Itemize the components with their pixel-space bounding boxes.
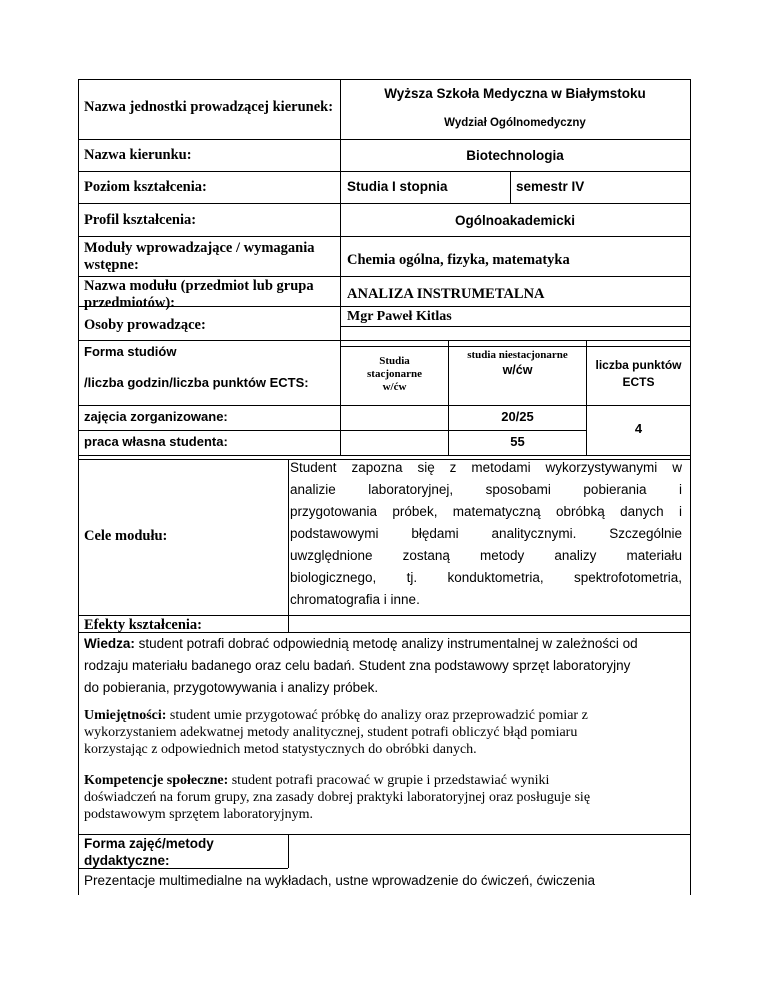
col-stationary-header [341,355,448,394]
prereq-label: Moduły wprowadzające / wymagania wstępne: [84,240,315,273]
col-ects-line1: liczba punktów [595,358,682,372]
column-divider [340,79,341,455]
row-divider [340,346,690,347]
knowledge-line: do pobierania, przygotowywania i analizy próbek. [84,680,379,695]
goals-line: Student zapozna się z metodami wykorzystywanymi w [290,460,682,475]
methods-label [84,835,214,869]
skills-label: Umiejętności: [84,708,167,723]
module-value: ANALIZA INSTRUMETALNA [347,286,545,302]
knowledge-paragraph [84,633,688,699]
col-parttime-line1: studia niestacjonarne [467,349,568,361]
table-border-left [78,79,79,895]
social-paragraph [84,772,688,823]
teachers-value: Mgr Paweł Kitlas [347,309,452,324]
goals-line: przygotowania próbek, matematyczną obróbką danych i [290,504,682,519]
module-label: Nazwa modułu (przedmiot lub grupa przedmiotów): [84,278,314,311]
table-border-top [78,79,690,80]
study-form-sublabel: /liczba godzin/liczba punktów ECTS: [84,375,309,390]
col-ects-header [587,357,690,391]
field-label: Nazwa kierunku: [84,147,192,163]
social-line: podstawowym sprzętem laboratoryjnym. [84,807,314,822]
prereq-value: Chemia ogólna, fizyka, matematyka [347,252,570,268]
col-ects-line2: ECTS [622,375,655,389]
selfwork-parttime-value: 55 [510,434,525,449]
ects-value: 4 [634,421,643,436]
goals-line: biologicznego, tj. konduktometria, spektrofotometria, [290,570,682,585]
row-divider [340,326,690,327]
skills-line: student umie przygotować próbkę do analizy oraz przeprowadzić pomiar z [166,708,588,723]
organized-parttime-value: 20/25 [501,409,534,424]
col-stationary-line2: stacjonarne [367,368,422,380]
faculty-name: Wydział Ogólnomedyczny [444,117,586,129]
row-divider [78,171,690,172]
row-divider [78,615,690,616]
goals-line: podstawowymi błędami analitycznymi. Szczególnie [290,526,682,541]
col-stationary-line1: Studia [379,355,410,367]
unit-label: Nazwa jednostki prowadzącej kierunek: [84,99,334,115]
social-label: Kompetencje społeczne: [84,773,229,788]
social-line: doświadczeń na forum grupy, zna zasady dobrej praktyki laboratoryjnej oraz posługuje się [84,790,591,805]
social-line: student potrafi pracować w grupie i przedstawiać wyniki [228,773,550,788]
goals-label: Cele modułu: [84,528,168,544]
skills-line: korzystając z odpowiednich metod statystycznych do obróbki danych. [84,742,477,757]
column-divider [288,459,289,632]
teachers-label: Osoby prowadzące: [84,317,206,333]
column-divider [288,834,289,868]
semester-value: semestr IV [516,179,585,194]
level-label: Poziom kształcenia: [84,179,207,195]
organized-label: zajęcia zorganizowane: [84,409,228,424]
col-parttime-line2: w/ćw [502,362,533,377]
row-divider [78,276,690,277]
goals-line: uwzględnione zostaną metody analizy materiału [290,548,682,563]
knowledge-label: Wiedza: [84,636,135,651]
row-divider [78,405,690,406]
selfwork-label: praca własna studenta: [84,434,228,449]
goals-line: chromatografia i inne. [290,592,420,607]
knowledge-line: rodzaju materiału badanego oraz celu badań. Student zna podstawowy sprzęt laboratoryjny [84,658,631,673]
skills-paragraph [84,707,688,758]
row-divider [78,455,690,456]
level-value: Studia I stopnia [347,179,448,194]
methods-label-line1: Forma zajęć/metody [84,836,214,851]
goals-text [290,457,682,611]
profile-value: Ogólnoakademicki [454,213,576,228]
skills-line: wykorzystaniem adekwatnej metody analitycznej, student potrafi obliczyć błąd pomiaru [84,725,578,740]
row-divider [78,203,690,204]
row-divider [78,430,586,431]
profile-label: Profil kształcenia: [84,212,197,228]
methods-label-line2: dydaktyczne: [84,853,170,868]
col-parttime-header [449,349,586,377]
row-divider [78,236,690,237]
row-divider [78,340,690,341]
column-divider [510,171,511,203]
study-form-label: Forma studiów [84,344,177,359]
knowledge-line: student potrafi dobrać odpowiednią metodę analizy instrumentalnej w zależności od [134,636,638,651]
outcomes-label: Efekty kształcenia: [84,617,202,633]
goals-line: analizie laboratoryjnej, sposobami pobierania i [290,482,682,497]
methods-text: Prezentacje multimedialne na wykładach, ustne wprowadzenie do ćwiczeń, ćwiczenia [84,873,596,888]
field-value: Biotechnologia [466,148,564,163]
school-name: Wyższa Szkoła Medyczna w Białymstoku [384,86,646,101]
table-border-right [690,79,691,895]
col-stationary-line3: w/ćw [382,381,407,393]
row-divider [78,139,690,140]
